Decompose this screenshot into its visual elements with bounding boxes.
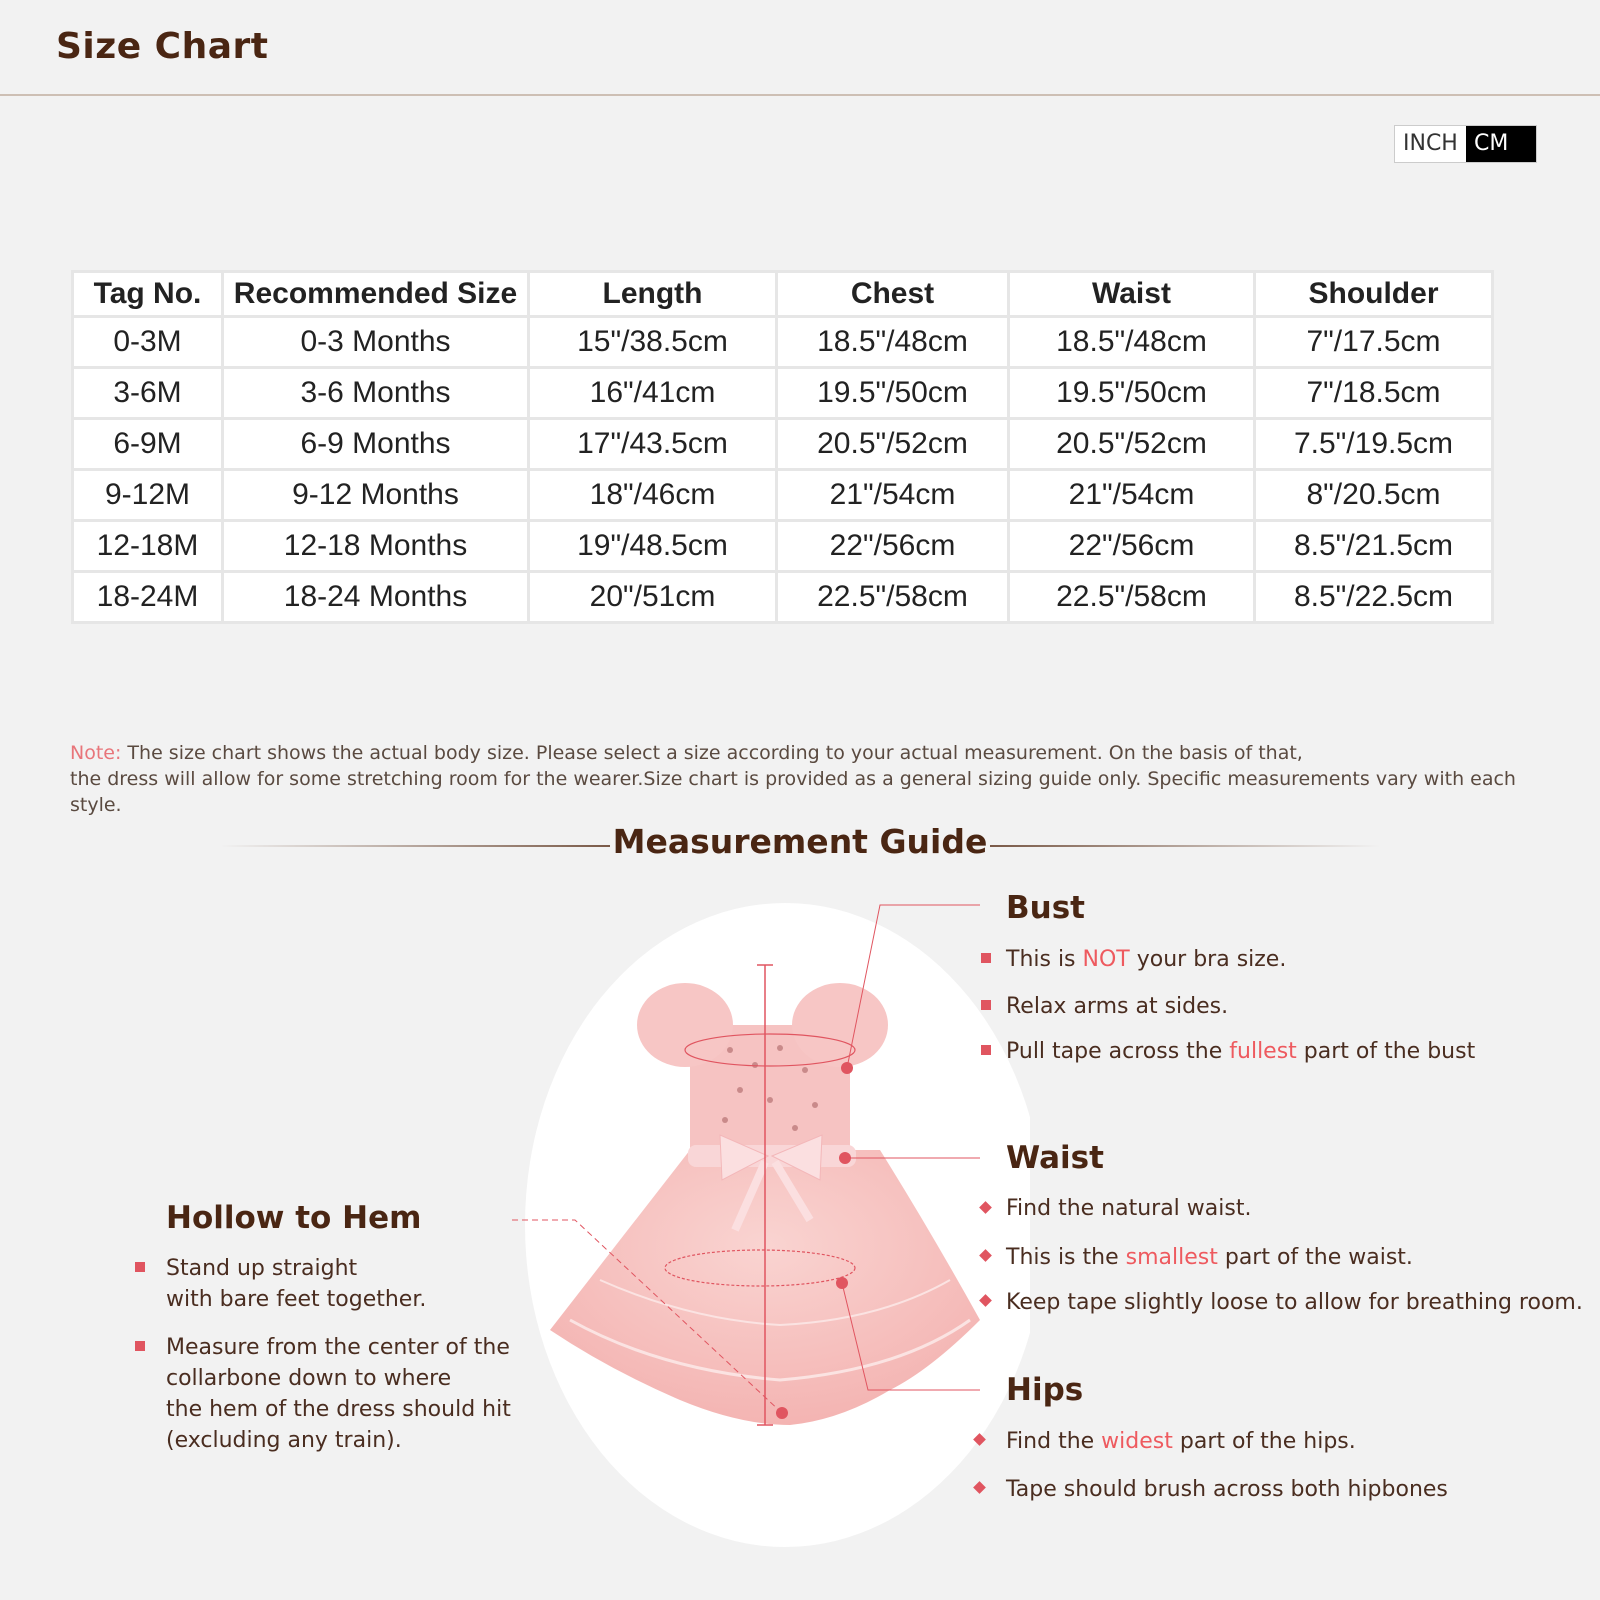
size-note — [70, 740, 1570, 818]
table-cell: 18-24 Months — [223, 572, 529, 623]
column-header-chest: Chest — [777, 272, 1009, 317]
table-cell: 20.5"/52cm — [777, 419, 1009, 470]
left-sleeve-ruffle — [637, 983, 733, 1067]
table-cell: 22.5"/58cm — [777, 572, 1009, 623]
table-cell: 12-18M — [73, 521, 223, 572]
note-label: Note: — [70, 742, 122, 764]
table-cell: 18.5"/48cm — [777, 317, 1009, 368]
hips-tip-2: Tape should brush across both hipbones — [1006, 1477, 1448, 1502]
waist-tip-2: This is the smallest part of the waist. — [1006, 1245, 1413, 1270]
column-header-waist: Waist — [1009, 272, 1255, 317]
table-cell: 22"/56cm — [777, 521, 1009, 572]
column-header-tag-no: Tag No. — [73, 272, 223, 317]
bust-tip-3: Pull tape across the fullest part of the bust — [1006, 1039, 1476, 1064]
right-sleeve-ruffle — [792, 983, 888, 1067]
cm-button[interactable]: CM — [1466, 126, 1536, 162]
table-cell: 20.5"/52cm — [1009, 419, 1255, 470]
table-cell: 9-12 Months — [223, 470, 529, 521]
column-header-recommended-size: Recommended Size — [223, 272, 529, 317]
hips-tip-1: Find the widest part of the hips. — [1006, 1429, 1356, 1454]
column-header-shoulder: Shoulder — [1255, 272, 1493, 317]
table-cell: 15"/38.5cm — [529, 317, 777, 368]
table-cell: 19.5"/50cm — [777, 368, 1009, 419]
table-cell: 19.5"/50cm — [1009, 368, 1255, 419]
hollow-to-hem-heading: Hollow to Hem — [166, 1200, 422, 1236]
table-cell: 18"/46cm — [529, 470, 777, 521]
waist-tip-1: Find the natural waist. — [1006, 1196, 1252, 1221]
table-cell: 8.5"/21.5cm — [1255, 521, 1493, 572]
table-cell: 8"/20.5cm — [1255, 470, 1493, 521]
bullet-square-icon — [981, 1045, 991, 1055]
hips-heading: Hips — [1006, 1372, 1084, 1408]
table-cell: 6-9 Months — [223, 419, 529, 470]
table-cell: 17"/43.5cm — [529, 419, 777, 470]
table-cell: 18.5"/48cm — [1009, 317, 1255, 368]
table-cell: 7.5"/19.5cm — [1255, 419, 1493, 470]
note-line-2: the dress will allow for some stretching room for the wearer.Size chart is provided as a general sizing guide only. Specific measurements vary with each style. — [70, 768, 1516, 816]
page-header — [0, 0, 1600, 96]
table-cell: 22.5"/58cm — [1009, 572, 1255, 623]
table-row — [73, 572, 1493, 623]
hollow-tip-1: Stand up straight with bare feet together. — [166, 1256, 427, 1312]
bullet-square-icon — [135, 1262, 145, 1272]
table-cell: 12-18 Months — [223, 521, 529, 572]
table-cell: 18-24M — [73, 572, 223, 623]
size-chart-table — [71, 270, 1494, 624]
table-cell: 9-12M — [73, 470, 223, 521]
table-row — [73, 470, 1493, 521]
table-row — [73, 368, 1493, 419]
table-row — [73, 521, 1493, 572]
table-cell: 6-9M — [73, 419, 223, 470]
table-cell: 16"/41cm — [529, 368, 777, 419]
bust-heading: Bust — [1006, 890, 1085, 926]
bullet-square-icon — [981, 953, 991, 963]
table-cell: 0-3M — [73, 317, 223, 368]
dress-illustration — [510, 900, 1030, 1550]
table-cell: 21"/54cm — [1009, 470, 1255, 521]
table-row — [73, 419, 1493, 470]
measurement-guide-title: Measurement Guide — [612, 822, 988, 861]
bullet-square-icon — [981, 1000, 991, 1010]
table-cell: 7"/18.5cm — [1255, 368, 1493, 419]
waist-tip-3: Keep tape slightly loose to allow for breathing room. — [1006, 1290, 1583, 1315]
table-row — [73, 317, 1493, 368]
table-header-row — [73, 272, 1493, 317]
table-cell: 8.5"/22.5cm — [1255, 572, 1493, 623]
unit-toggle — [1394, 125, 1537, 163]
note-text-1: The size chart shows the actual body size. Please select a size according to your actual measurement. On the basis of that, — [121, 742, 1303, 764]
table-cell: 3-6M — [73, 368, 223, 419]
table-cell: 20"/51cm — [529, 572, 777, 623]
hollow-tip-2: Measure from the center of the collarbone down to where the hem of the dress should hit (excluding any train). — [166, 1335, 511, 1453]
inch-button[interactable]: INCH — [1395, 126, 1466, 162]
bust-tip-1: This is NOT your bra size. — [1006, 947, 1287, 972]
note-line-1 — [70, 740, 1570, 766]
column-header-length: Length — [529, 272, 777, 317]
table-cell: 7"/17.5cm — [1255, 317, 1493, 368]
table-cell: 22"/56cm — [1009, 521, 1255, 572]
table-cell: 19"/48.5cm — [529, 521, 777, 572]
table-cell: 3-6 Months — [223, 368, 529, 419]
page-title: Size Chart — [56, 26, 269, 67]
bust-tip-2: Relax arms at sides. — [1006, 994, 1229, 1019]
table-cell: 0-3 Months — [223, 317, 529, 368]
waist-heading: Waist — [1006, 1140, 1104, 1176]
table-cell: 21"/54cm — [777, 470, 1009, 521]
divider-line-right — [990, 845, 1380, 847]
bullet-square-icon — [135, 1341, 145, 1351]
